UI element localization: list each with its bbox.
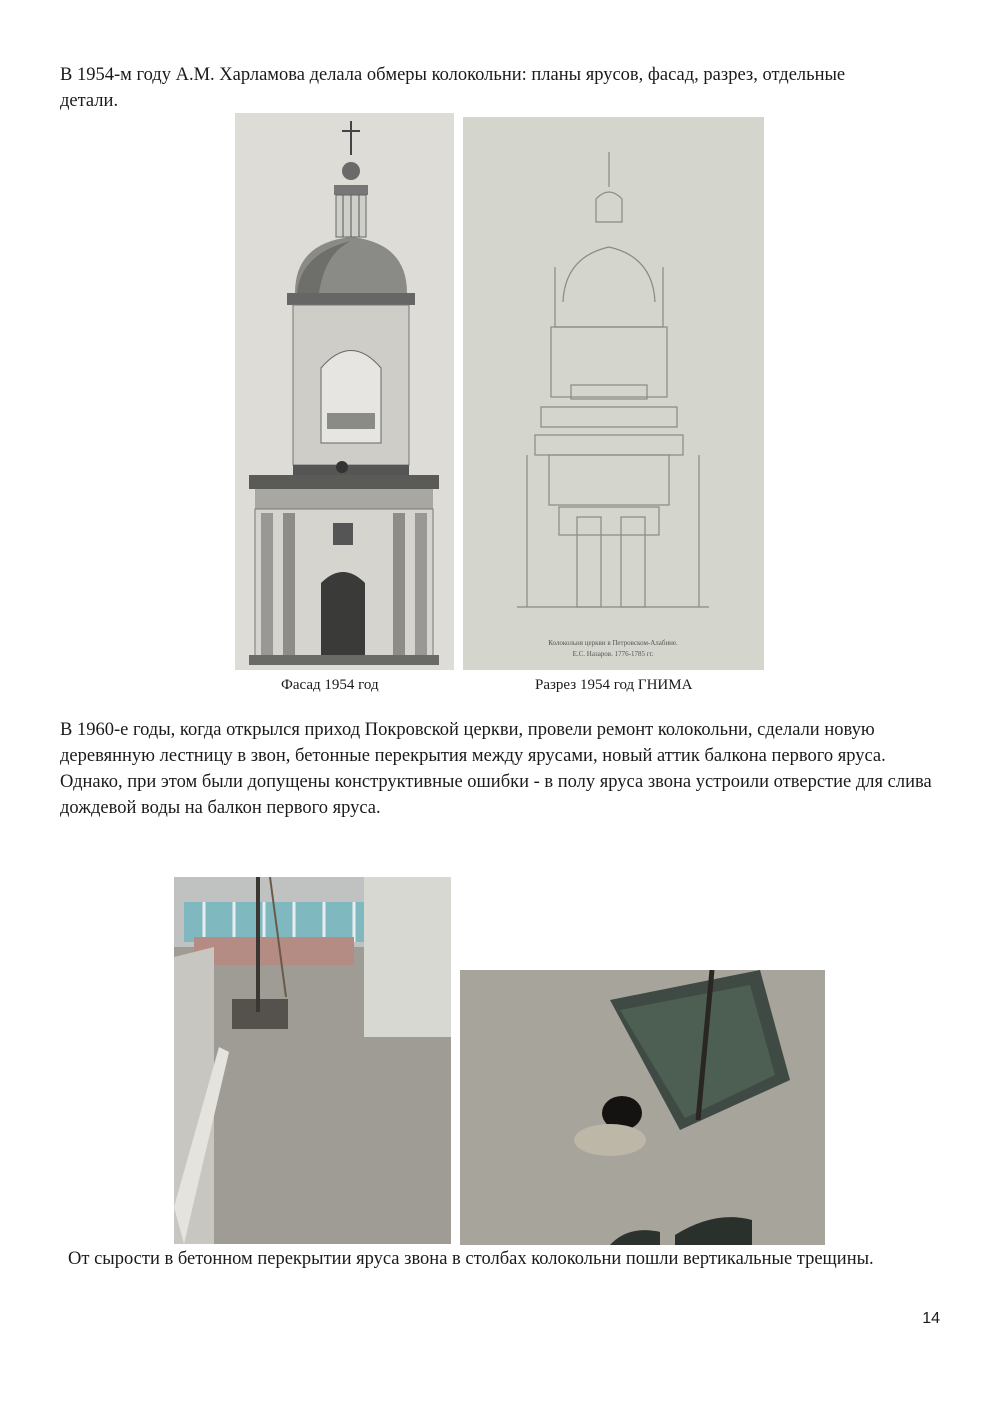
- page-number: 14: [922, 1310, 940, 1327]
- drain-hole-photo: [460, 970, 825, 1245]
- repair-paragraph: [60, 717, 960, 821]
- cracks-caption: От сырости в бетонном перекрытии яруса звона в столбах колокольни пошли вертикальные трещины.: [68, 1249, 874, 1269]
- repair-line-4: дождевой воды на балкон первого яруса.: [60, 798, 381, 818]
- section-caption: Разрез 1954 год ГНИМА: [535, 677, 693, 693]
- balcony-floor-photo: [174, 877, 451, 1244]
- repair-line-3: Однако, при этом были допущены конструктивные ошибки - в полу яруса звона устроили отверстие для слива: [60, 772, 932, 792]
- intro-paragraph: [60, 62, 940, 114]
- intro-line-2: детали.: [60, 91, 119, 111]
- section-inscription-line-1: Колокольня церкви в Петровском-Алабине.: [548, 639, 678, 647]
- facade-drawing-image: [235, 113, 454, 670]
- facade-caption: Фасад 1954 год: [281, 677, 379, 693]
- section-inscription-line-2: Е.С. Назаров. 1776-1785 гг.: [572, 650, 654, 658]
- repair-line-2: деревянную лестницу в звон, бетонные перекрытия между ярусами, новый аттик балкона первого яруса.: [60, 746, 886, 766]
- repair-line-1: В 1960-е годы, когда открылся приход Покровской церкви, провели ремонт колокольни, сделали новую: [60, 720, 875, 740]
- section-drawing-image: [463, 117, 764, 670]
- intro-line-1: В 1954-м году А.М. Харламова делала обмеры колокольни: планы ярусов, фасад, разрез, отдельные: [60, 65, 846, 85]
